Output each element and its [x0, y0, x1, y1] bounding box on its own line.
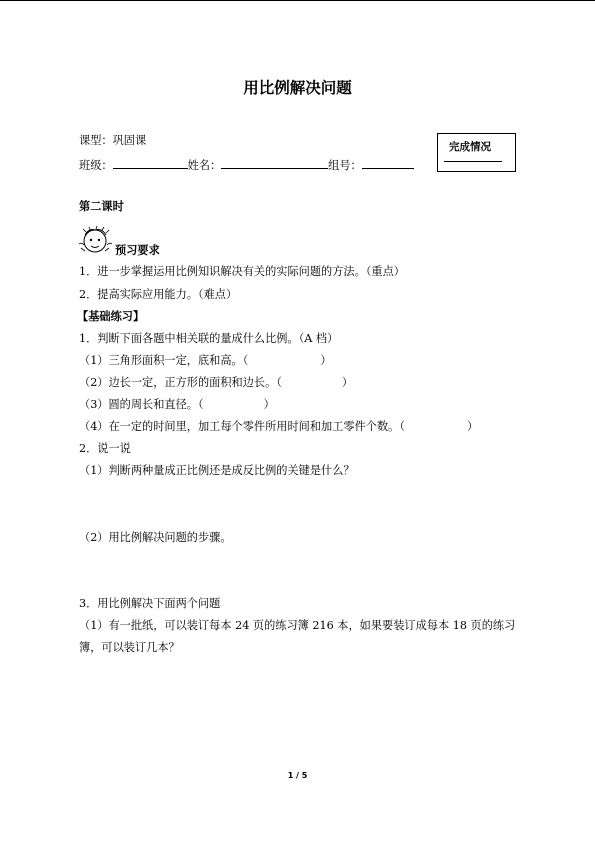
- q1-item-close: ）: [263, 398, 275, 411]
- q1-item-close: ）: [466, 420, 479, 433]
- page-title: 用比例解决问题: [243, 79, 352, 97]
- lesson-label: 第二课时: [79, 200, 124, 213]
- status-blank[interactable]: [444, 161, 502, 162]
- q1-item-text: （2）边长一定，正方形的面积和边长。（: [79, 376, 282, 389]
- completion-status-box: [437, 133, 516, 172]
- q1-item-4: [79, 419, 478, 434]
- course-type: 课型：巩固课: [79, 134, 147, 147]
- preview-item-1: 1．进一步掌握运用比例知识解决有关的实际问题的方法。（重点）: [79, 265, 405, 278]
- top-border: [0, 0, 595, 1]
- q1-item-text: （1）三角形面积一定，底和高。（: [79, 354, 249, 367]
- info-line: [79, 156, 414, 173]
- q1-stem: 1．判断下面各题中相关联的量成什么比例。（A 档）: [79, 332, 339, 345]
- student-thinking-icon: [77, 226, 113, 256]
- name-label: 姓名：: [187, 159, 222, 172]
- class-blank[interactable]: [113, 156, 188, 169]
- preview-item-2: 2．提高实际应用能力。（难点）: [79, 288, 238, 301]
- q3-stem: 3．用比例解决下面两个问题: [79, 597, 221, 610]
- preview-heading: 预习要求: [115, 244, 160, 257]
- q2-item-1: （1）判断两种量成正比例还是成反比例的关键是什么？: [79, 464, 355, 477]
- q3-line-1: （1）有一批纸，可以装订每本 24 页的练习簿 216 本，如果要装订成每本 18 页的练习: [79, 619, 516, 632]
- q1-item-2: [79, 375, 353, 390]
- page-number: 1 / 5: [287, 771, 308, 780]
- q1-item-close: ）: [320, 354, 332, 367]
- q1-item-1: [79, 353, 332, 368]
- q1-item-text: （3）圆的周长和直径。（: [79, 398, 204, 411]
- q3-line-2: 簿，可以装订几本？: [79, 641, 180, 654]
- group-label: 组号：: [328, 159, 362, 172]
- q1-item-3: [79, 397, 275, 412]
- group-blank[interactable]: [362, 156, 414, 169]
- basic-heading: 【基础练习】: [77, 310, 145, 323]
- name-blank[interactable]: [221, 156, 328, 169]
- status-box-title: 完成情况: [449, 141, 491, 153]
- q1-item-close: ）: [341, 376, 354, 389]
- q1-item-text: （4）在一定的时间里，加工每个零件所用时间和加工零件个数。（: [79, 420, 405, 433]
- class-label: 班级：: [79, 159, 113, 172]
- q2-item-2: （2）用比例解决问题的步骤。: [79, 531, 232, 544]
- q2-stem: 2．说一说: [79, 442, 131, 455]
